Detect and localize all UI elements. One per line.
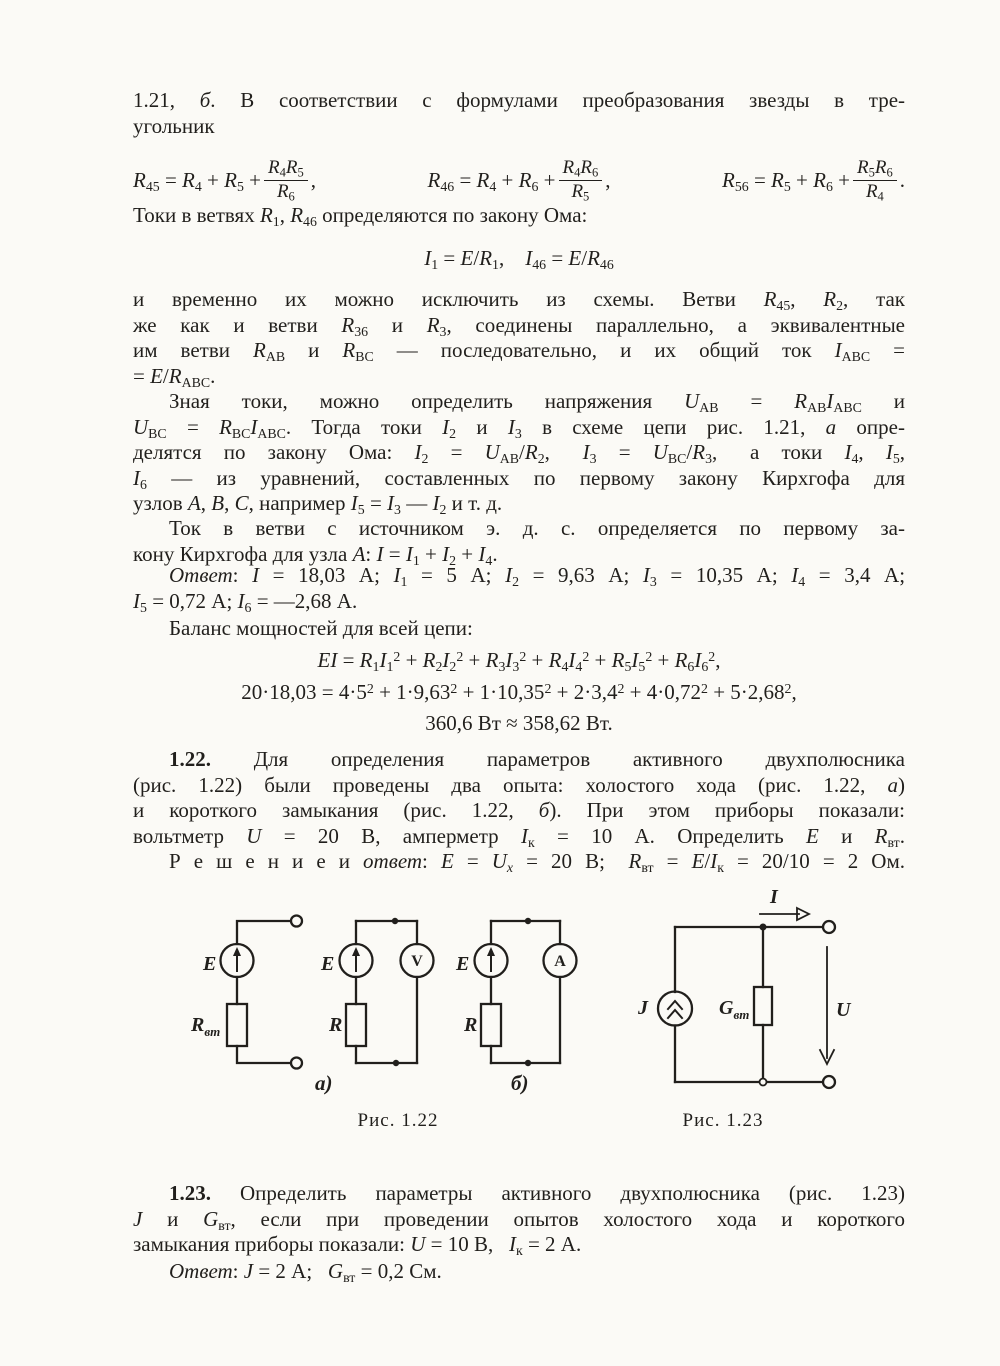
balance-formulas [133,645,905,740]
solution-121-intro [133,88,905,139]
wire [237,921,290,944]
text-line: Баланс мощностей для всей цепи: [169,616,473,640]
text-line: им ветви $R_{AB}$ и $R_{BC}$ — последовательно, и их общий ток $I_{ABC}$ = [133,338,905,365]
wire [237,1046,290,1063]
fraction-numerator: $R_4R_6$ [559,157,603,180]
junction-dot [525,918,531,924]
formula-term [428,157,611,203]
emf-arrow-head [352,947,360,956]
source-label: E [456,953,470,975]
paragraph-voltages [133,389,905,517]
ammeter-letter: A [554,953,566,970]
paragraph-branches [133,287,905,389]
emf-arrow-head [233,947,241,956]
junction-open-dot [760,1079,767,1086]
formula-tail: , [310,167,316,192]
text-line: $I_5 = 0,72$ А; $I_6$ = —2,68 А. [133,588,358,615]
resistor [481,1004,501,1046]
text-line: = $E/R_{ABC}$. [133,363,216,390]
formula-lead: $R_{45} = R_4 + R_5$ + [133,167,261,194]
junction-dot [393,1060,399,1066]
formula-tail: . [899,167,905,192]
ohm-law-formula: $I_1 = E/R_1$, $I_{46} = E/R_{46}$ [424,246,614,272]
terminal [823,921,835,933]
subfigure-label-a: а) [315,1071,333,1095]
text-line: узлов A, B, C, например $I_5 = I_3$ — $I_2$ и т. д. [133,491,503,518]
text-line: Ток в ветви с источником э. д. с. определяется по первому за- [169,516,905,540]
text-line: (рис. 1.22) были проведены два опыта: холостого хода (рис. 1.22, а) [133,772,905,797]
formula-tail: , [605,167,611,192]
voltage-label: U [836,999,851,1021]
problem-122 [133,747,905,875]
text-line: и временно их можно исключить из схемы. Ветви $R_{45}$, $R_2$, так [133,287,905,313]
resistor [227,1004,247,1046]
text-line: 1.22. Для определения параметров активного двухполюсника [169,747,905,771]
text-line: Ответ: I = 18,03 А; $I_1 = 5$ А; $I_2 = 9,63$ А; $I_3 = 10,35$ А; $I_4 = 3,4$ А; [169,563,906,589]
circuit-122-open [190,916,302,1069]
resistor-label: R [329,1014,343,1036]
formula-line: EI = $R_1I_1^2 + R_2I_2^2 + R_3I_3^2 + R_4I_4^2 + R_5I_5^2 + R_6I_6^2$, [317,648,721,674]
text-line: Р е ш е н и е и ответ: $E = U_x = 20$ В; $R_{вт} = E/I_к = 20/10 = 2$ Ом. [169,849,906,876]
problem-123 [133,1181,905,1258]
fraction [264,157,308,203]
resistor [346,1004,366,1046]
fraction-denominator: $R_5$ [571,180,590,203]
source-label: E [321,953,335,975]
text-line: вольтметр U = 20 В, амперметр $I_к = 10$ А. Определить E и $R_{вт}$. [133,823,905,850]
text-line: и короткого замыкания (рис. 1.22, б). При этом приборы показали: [133,798,905,823]
junction-dot [392,918,398,924]
source-label: E [203,953,217,975]
fraction-denominator: $R_6$ [276,180,295,203]
answer-121 [133,563,905,614]
current-source-label: J [638,997,648,1019]
circuit-122-a [315,918,434,1095]
text-line: $I_6$ — из уравнений, составленных по первому закону Кирхгофа для [133,465,905,492]
formula-term [133,157,316,203]
current-label: I [770,886,778,908]
ohm-law-intro [133,203,905,229]
fraction-denominator: $R_4$ [865,180,884,203]
internal-resistance-label: $R_{вт}$ [191,1014,221,1039]
text-line: замыкания приборы показали: U = 10 В, $I_к = 2$ А. [133,1232,582,1259]
formula-lead: $R_{46} = R_4 + R_6$ + [427,167,556,194]
paragraph-source-current [133,516,905,567]
text-line: угольник [133,113,215,138]
text-line: же как и ветви $R_{36}$ и $R_3$, соединены параллельно, а эквивалентные [133,312,905,339]
circuit-123 [637,886,852,1088]
balance-intro [133,616,905,642]
conductance-label: $G_{вт}$ [719,997,750,1022]
formula-line: 360,6 Вт ≈ 358,62 Вт. [425,711,613,735]
text-line: $U_{BC} = R_{BC}I_{ABC}$. Тогда токи $I_2$ и $I_3$ в схеме цепи рис. 1.21, а опре- [133,414,905,441]
text-line: кону Кирхгофа для узла A: $I = I_1 + I_2 + I_4$. [133,541,498,568]
subfigure-label-b: б) [511,1071,529,1095]
formula-line: $20\cdot 18,03 = 4\cdot 5^2 + 1\cdot 9,63^2 + 1\cdot 10,35^2 + 2\cdot 3,4^2 + 4\cdot 0,72^2 + 5\cdot 2,68^2$, [241,679,797,704]
terminal [291,1058,302,1069]
figure-caption-122: Рис. 1.22 [357,1110,439,1131]
terminal [823,1076,835,1088]
text-line: Ответ: J = 2 А; $G_{вт} = 0,2$ См. [169,1259,442,1285]
circuit-122-b [455,918,577,1095]
fraction [853,157,897,203]
text-line: J и $G_{вт}$, если при проведении опытов холостого хода и короткого [133,1206,905,1233]
text-line: 1.23. Определить параметры активного двухполюсника (рис. 1.23) [169,1181,905,1205]
voltmeter-letter: V [411,953,423,970]
current-source-chevron [668,1010,682,1018]
circuit-figures [120,875,880,1125]
junction-dot [525,1060,531,1066]
fraction-numerator: $R_4R_5$ [264,157,308,180]
conductance-resistor [754,987,772,1025]
answer-123 [133,1259,905,1285]
resistor-label: R [464,1014,478,1036]
emf-arrow-head [487,947,495,956]
text-line: Зная токи, можно определить напряжения $U_{AB} = R_{AB}I_{ABC}$ и [169,389,905,415]
text-line: Токи в ветвях $R_1$, $R_{46}$ определяются по закону Ома: [133,203,588,229]
text-line: 1.21, б. В соответствии с формулами преобразования звезды в тре- [133,88,906,112]
figure-caption-123: Рис. 1.23 [682,1110,764,1131]
formula-term [722,157,905,203]
fraction-numerator: $R_5R_6$ [853,157,897,180]
fraction [559,157,603,203]
text-line: делятся по закону Ома: $I_2 = U_{AB}/R_2$, $I_3 = U_{BC}/R_3$, а токи $I_4$, $I_5$, [133,440,906,467]
current-source-chevron [668,1001,682,1009]
formula-lead: $R_{56} = R_5 + R_6$ + [722,167,850,194]
terminal [291,916,302,927]
